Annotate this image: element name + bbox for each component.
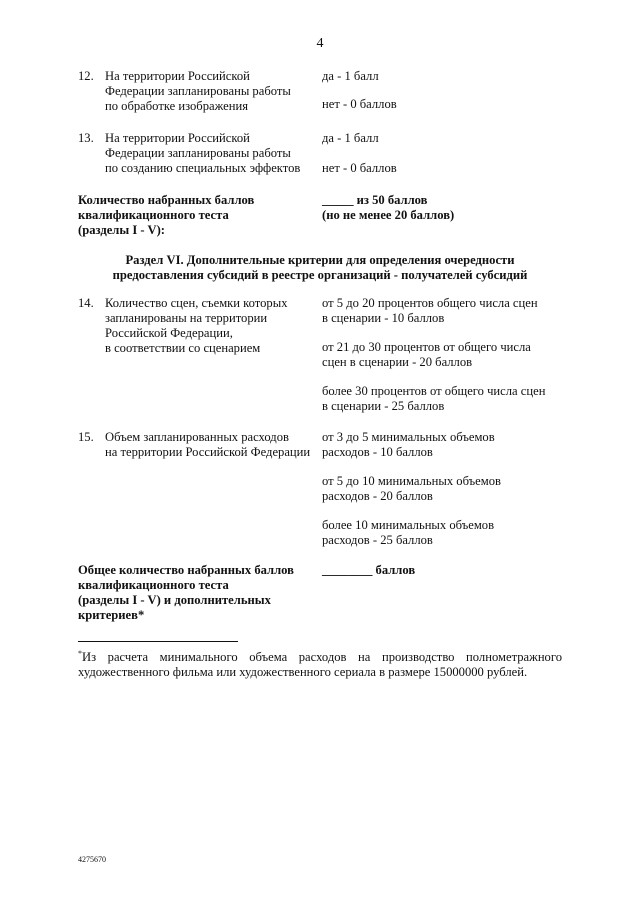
score-option-line: более 10 минимальных объемов <box>322 518 495 532</box>
item-text-line: На территории Российской <box>105 69 250 83</box>
score-option-line: более 30 процентов от общего числа сцен <box>322 384 546 398</box>
item-number: 15. <box>78 430 94 444</box>
score-option-line: расходов - 20 баллов <box>322 489 433 503</box>
total-score: ________ баллов <box>322 563 416 577</box>
document-code: 4275670 <box>78 855 106 864</box>
page-number: 4 <box>316 36 324 51</box>
total-label-line: квалификационного теста <box>78 578 229 592</box>
item-text-line: запланированы на территории <box>105 311 268 325</box>
score-option-line: от 5 до 20 процентов общего числа сцен <box>322 296 538 310</box>
item-text-line: Количество сцен, съемки которых <box>105 296 288 310</box>
total-label-line: (разделы I - V) и дополнительных <box>78 593 271 607</box>
score-no: нет - 0 баллов <box>322 161 397 175</box>
total-label-line: критериев* <box>78 608 145 622</box>
footnote-mark: * <box>78 649 82 658</box>
item-text-line: На территории Российской <box>105 131 250 145</box>
score-no: нет - 0 баллов <box>322 97 397 111</box>
item-text-line: Объем запланированных расходов <box>105 430 289 444</box>
item-text-line: Федерации запланированы работы <box>105 146 291 160</box>
item-number: 13. <box>78 131 94 145</box>
item-number: 14. <box>78 296 94 310</box>
footnote-divider <box>78 641 238 642</box>
score-option-line: расходов - 10 баллов <box>322 445 433 459</box>
subtotal-score: _____ из 50 баллов <box>322 193 428 207</box>
item-text-line: на территории Российской Федерации <box>105 445 311 459</box>
score-yes: да - 1 балл <box>322 69 379 83</box>
footnote-text: Из расчета минимального объема расходов на производство полнометражного художественного фильма или художественного сериала в размере 15000000 рублей. <box>78 650 562 679</box>
score-option-line: от 3 до 5 минимальных объемов <box>322 430 495 444</box>
footnote <box>78 650 562 680</box>
subtotal-label-line: Количество набранных баллов <box>78 193 255 207</box>
subtotal-minimum: (но не менее 20 баллов) <box>322 208 455 222</box>
score-option-line: от 5 до 10 минимальных объемов <box>322 474 501 488</box>
item-text-line: Российской Федерации, <box>105 326 233 340</box>
score-option-line: расходов - 25 баллов <box>322 533 433 547</box>
score-option-line: от 21 до 30 процентов от общего числа <box>322 340 531 354</box>
item-number: 12. <box>78 69 94 83</box>
section-title-line: предоставления субсидий в реестре организаций - получателей субсидий <box>112 268 528 282</box>
item-text-line: в соответствии со сценарием <box>105 341 261 355</box>
item-text-line: Федерации запланированы работы <box>105 84 291 98</box>
item-text-line: по созданию специальных эффектов <box>105 161 301 175</box>
total-label-line: Общее количество набранных баллов <box>78 563 294 577</box>
score-option-line: в сценарии - 25 баллов <box>322 399 445 413</box>
item-text-line: по обработке изображения <box>105 99 248 113</box>
score-option-line: в сценарии - 10 баллов <box>322 311 445 325</box>
subtotal-label-line: (разделы I - V): <box>78 223 165 237</box>
subtotal-label-line: квалификационного теста <box>78 208 229 222</box>
section-title-line: Раздел VI. Дополнительные критерии для определения очередности <box>125 253 515 267</box>
score-yes: да - 1 балл <box>322 131 379 145</box>
score-option-line: сцен в сценарии - 20 баллов <box>322 355 473 369</box>
